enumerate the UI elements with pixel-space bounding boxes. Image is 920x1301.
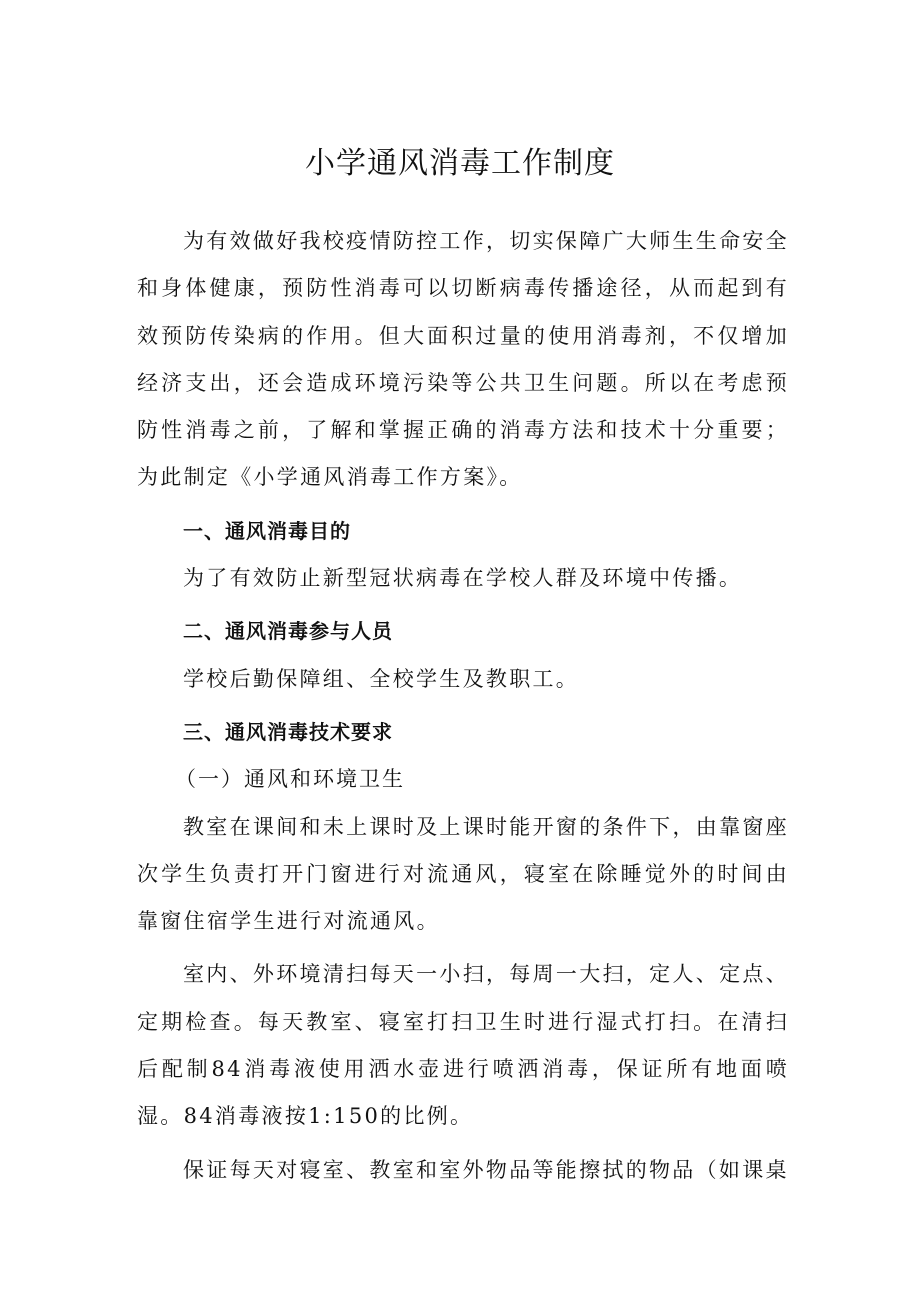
- section-3-paragraph-ventilation: 教室在课间和未上课时及上课时能开窗的条件下，由靠窗座次学生负责打开门窗进行对流通风，寝室在除睡觉外的时间由靠窗住宿学生进行对流通风。: [137, 814, 789, 934]
- section-2-paragraph: 学校后勤保障组、全校学生及教职工。: [183, 666, 580, 691]
- section-3-paragraph-wiping: 保证每天对寝室、教室和室外物品等能擦拭的物品（如课桌: [183, 1157, 789, 1182]
- section-3-paragraph-cleaning: 室内、外环境清扫每天一小扫，每周一大扫，定人、定点、定期检查。每天教室、寝室打扫卫生时进行湿式打扫。在清扫后配制84消毒液使用洒水壶进行喷洒消毒，保证所有地面喷湿。84消毒液按1:150的比例。: [137, 962, 789, 1129]
- document-title: 小学通风消毒工作制度: [305, 146, 615, 181]
- section-3-subheading: （一）通风和环境卫生: [175, 767, 405, 792]
- intro-paragraph: 为有效做好我校疫情防控工作，切实保障广大师生生命安全和身体健康，预防性消毒可以切断病毒传播途径，从而起到有效预防传染病的作用。但大面积过量的使用消毒剂，不仅增加经济支出，还会造成环境污染等公共卫生问题。所以在考虑预防性消毒之前，了解和掌握正确的消毒方法和技术十分重要；为此制定《小学通风消毒工作方案》。: [137, 229, 789, 490]
- section-2-heading: 二、通风消毒参与人员: [183, 619, 393, 644]
- section-1-paragraph: 为了有效防止新型冠状病毒在学校人群及环境中传播。: [183, 566, 743, 591]
- section-1-heading: 一、通风消毒目的: [183, 518, 351, 543]
- section-3-heading: 三、通风消毒技术要求: [183, 719, 393, 744]
- document-body: [137, 218, 789, 1194]
